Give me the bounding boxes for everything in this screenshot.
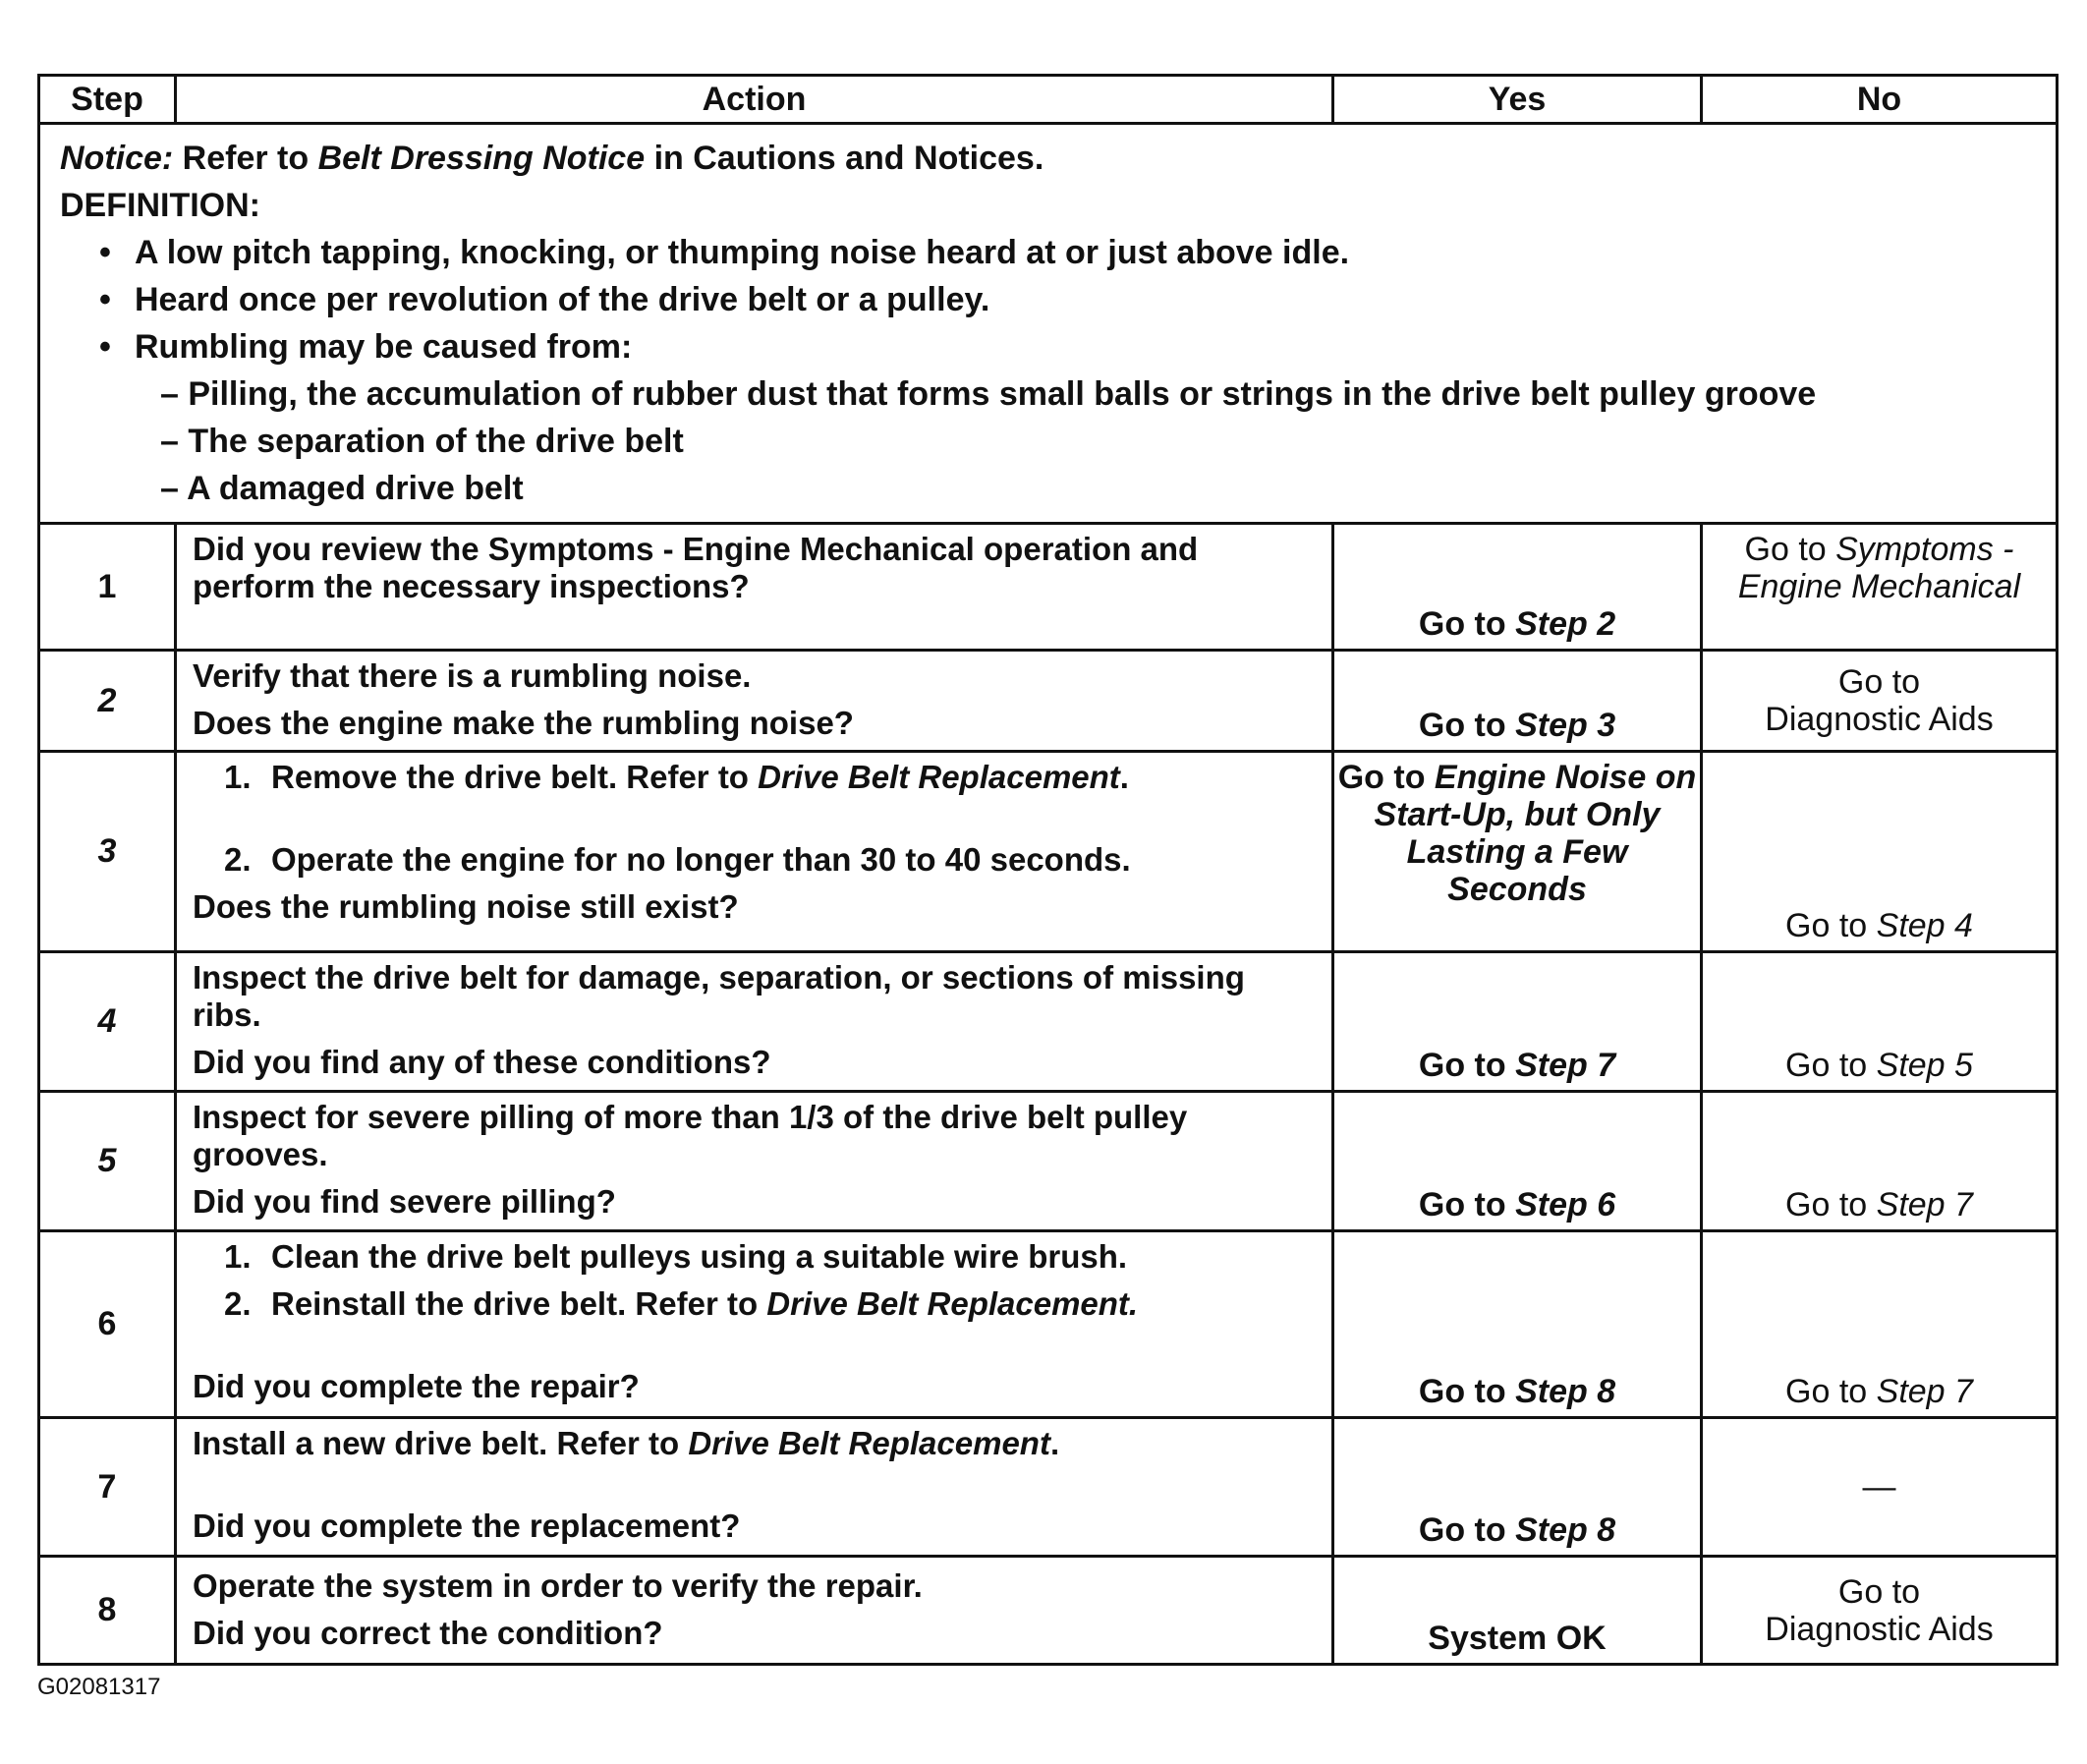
no-line: Go to <box>1837 1572 1921 1611</box>
step-row-4 <box>39 952 2058 1092</box>
action-text: Inspect the drive belt for damage, separation, or sections of missing ribs. <box>193 959 1245 1033</box>
item-text: Clean the drive belt pulleys using a suitable wire brush. <box>271 1238 1128 1275</box>
no-cell: — <box>1702 1418 2058 1557</box>
item-text: Reinstall the drive belt. Refer to <box>271 1285 767 1322</box>
bullet-icon: • <box>99 234 111 271</box>
step-number: 2 <box>39 651 176 752</box>
action-question: Does the engine make the rumbling noise? <box>193 705 854 741</box>
item-link: Drive Belt Replacement. <box>766 1285 1139 1322</box>
cause-item: – A damaged drive belt <box>160 470 524 507</box>
step-row-2 <box>39 651 2058 752</box>
yes-cell <box>1333 651 1702 752</box>
yes-pre: Go to <box>1418 605 1516 643</box>
header-step: Step <box>39 76 176 124</box>
notice-post: in Cautions and Notices. <box>645 140 1044 177</box>
yes-step-link: Step 2 <box>1515 605 1616 643</box>
no-cell <box>1702 752 2058 952</box>
step-row-5 <box>39 1092 2058 1231</box>
yes-cell <box>1333 1231 1702 1418</box>
yes-pre: Go to <box>1418 707 1516 744</box>
no-pre: Go to <box>1785 1373 1877 1410</box>
action-text-pre: Install a new drive belt. Refer to <box>193 1425 689 1461</box>
action-cell <box>176 752 1333 952</box>
cause-item: – Pilling, the accumulation of rubber dust that forms small balls or strings in the drive belt pulley groove <box>160 375 1817 413</box>
yes-step-link: Step 3 <box>1515 707 1616 744</box>
no-cell <box>1702 1231 2058 1418</box>
header-yes: Yes <box>1333 76 1702 124</box>
no-line: Go to <box>1837 663 1921 701</box>
yes-pre: Go to <box>1418 1511 1516 1549</box>
notice-label: Notice: <box>60 140 174 177</box>
step-number: 5 <box>39 1092 176 1231</box>
action-text: Inspect for severe pilling of more than 1/3 of the drive belt pulley grooves. <box>193 1099 1188 1172</box>
no-cell <box>1702 1557 2058 1665</box>
action-text <box>193 1425 1316 1462</box>
header-action: Action <box>176 76 1333 124</box>
no-line: Diagnostic Aids <box>1765 1610 1994 1648</box>
yes-step-link: Step 8 <box>1515 1511 1616 1549</box>
definition-bullet <box>60 229 2036 276</box>
action-cell <box>176 1231 1333 1418</box>
action-cell <box>176 952 1333 1092</box>
yes-link: Engine Noise on Start-Up, but Only Lasting a Few Seconds <box>1374 759 1697 908</box>
yes-step-link: Step 7 <box>1515 1047 1616 1084</box>
no-cell <box>1702 952 2058 1092</box>
yes-cell <box>1333 524 1702 651</box>
definition-label: DEFINITION: <box>60 187 260 224</box>
bullet-text: Heard once per revolution of the drive belt or a pulley. <box>135 281 990 318</box>
notice-cell <box>39 124 2058 524</box>
action-question: Did you complete the replacement? <box>193 1508 741 1544</box>
no-cell <box>1702 1092 2058 1231</box>
item-number: 1. <box>224 759 252 795</box>
notice-row <box>39 124 2058 524</box>
no-pre: Go to <box>1785 907 1877 944</box>
diagnostic-table-sheet <box>37 74 2056 1666</box>
no-step-link: Step 5 <box>1876 1047 1973 1084</box>
item-number: 1. <box>224 1238 252 1275</box>
header-no: No <box>1702 76 2058 124</box>
step-row-8 <box>39 1557 2058 1665</box>
yes-pre: Go to <box>1418 1186 1516 1223</box>
no-cell <box>1702 524 2058 651</box>
no-cell <box>1702 651 2058 752</box>
action-question: Did you find any of these conditions? <box>193 1044 771 1080</box>
figure-code: G02081317 <box>37 1674 161 1700</box>
action-text-post: . <box>1049 1425 1060 1461</box>
no-pre: Go to <box>1785 1186 1877 1223</box>
step-number: 3 <box>39 752 176 952</box>
action-text: Did you review the Symptoms - Engine Mechanical operation and perform the necessary inspections? <box>193 531 1199 604</box>
item-number: 2. <box>224 1285 252 1322</box>
no-step-link: Step 7 <box>1876 1186 1973 1223</box>
bullet-icon: • <box>99 328 111 366</box>
yes-cell <box>1333 952 1702 1092</box>
action-question: Did you find severe pilling? <box>193 1183 616 1220</box>
yes-pre: Go to <box>1418 1047 1516 1084</box>
no-line: Diagnostic Aids <box>1765 701 1994 738</box>
step-row-1 <box>39 524 2058 651</box>
step-number: 8 <box>39 1557 176 1665</box>
action-question: Did you complete the repair? <box>193 1368 640 1404</box>
action-text: Verify that there is a rumbling noise. <box>193 657 752 694</box>
yes-pre: Go to <box>1418 1373 1516 1410</box>
item-text: Remove the drive belt. Refer to <box>271 759 759 795</box>
step-number: 7 <box>39 1418 176 1557</box>
yes-cell: System OK <box>1333 1557 1702 1665</box>
yes-cell <box>1333 1092 1702 1231</box>
yes-step-link: Step 8 <box>1515 1373 1616 1410</box>
item-link: Drive Belt Replacement <box>758 759 1120 795</box>
action-cell <box>176 1092 1333 1231</box>
action-question: Did you correct the condition? <box>193 1614 663 1651</box>
step-number: 4 <box>39 952 176 1092</box>
no-pre: Go to <box>1744 531 1836 568</box>
header-row <box>39 76 2058 124</box>
action-cell <box>176 651 1333 752</box>
action-list-item <box>193 1238 1316 1276</box>
definition-bullet <box>60 323 2036 370</box>
step-row-3 <box>39 752 2058 952</box>
action-link: Drive Belt Replacement <box>688 1425 1050 1461</box>
yes-cell <box>1333 1418 1702 1557</box>
no-pre: Go to <box>1785 1047 1877 1084</box>
action-cell <box>176 1418 1333 1557</box>
step-row-7 <box>39 1418 2058 1557</box>
no-step-link: Step 7 <box>1876 1373 1973 1410</box>
no-link: Step 4 <box>1876 907 1973 944</box>
definition-bullet <box>60 276 2036 323</box>
item-text: Operate the engine for no longer than 30 to 40 seconds. <box>271 841 1131 878</box>
bullet-text: Rumbling may be caused from: <box>135 328 633 366</box>
notice-line <box>60 135 2036 182</box>
action-cell <box>176 524 1333 651</box>
step-row-6 <box>39 1231 2058 1418</box>
step-number: 1 <box>39 524 176 651</box>
action-list-item <box>193 759 1316 796</box>
diagnostic-table <box>37 74 2059 1666</box>
yes-cell <box>1333 752 1702 952</box>
item-number: 2. <box>224 841 252 878</box>
action-list-item <box>193 1285 1316 1323</box>
cause-item: – The separation of the drive belt <box>160 423 684 460</box>
step-number: 6 <box>39 1231 176 1418</box>
action-list-item <box>193 841 1316 879</box>
bullet-text: A low pitch tapping, knocking, or thumping noise heard at or just above idle. <box>135 234 1350 271</box>
yes-step-link: Step 6 <box>1515 1186 1616 1223</box>
item-text-post: . <box>1119 759 1129 795</box>
action-cell <box>176 1557 1333 1665</box>
notice-pre: Refer to <box>173 140 318 177</box>
notice-link: Belt Dressing Notice <box>317 140 646 177</box>
action-text: Operate the system in order to verify the repair. <box>193 1566 923 1604</box>
yes-pre: Go to <box>1337 759 1435 796</box>
bullet-icon: • <box>99 281 111 318</box>
no-link: Symptoms - Engine Mechanical <box>1737 531 2021 605</box>
action-question: Does the rumbling noise still exist? <box>193 888 739 925</box>
